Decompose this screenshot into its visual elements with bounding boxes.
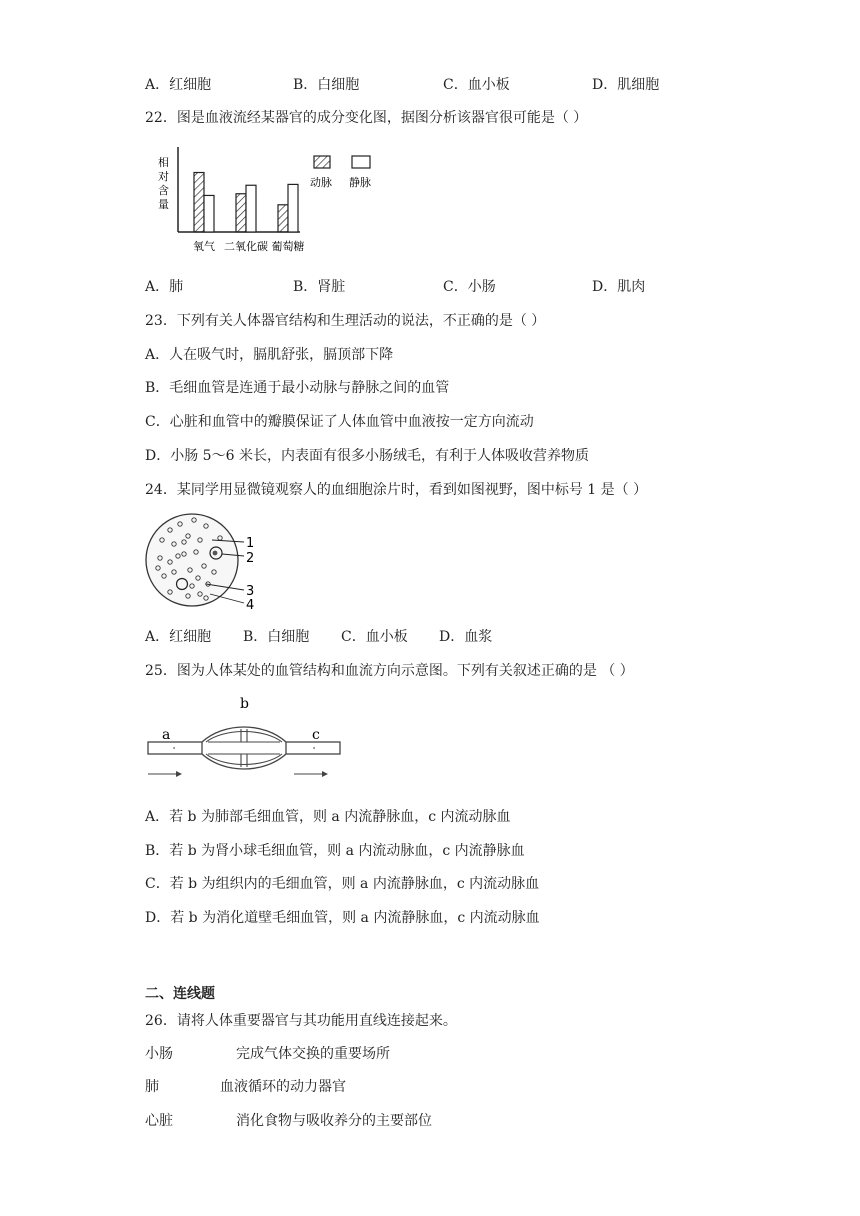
- q25-vessel-diagram: [144, 692, 344, 788]
- q21-option-a[interactable]: A．红细胞: [145, 77, 212, 93]
- q21-option-b[interactable]: B．白细胞: [293, 77, 360, 93]
- q24-option-b[interactable]: B．白细胞: [243, 629, 310, 645]
- legend-label-artery: 动脉: [310, 176, 332, 189]
- figure-label-4: 4: [246, 598, 255, 613]
- q26-function-digestion-absorption[interactable]: 消化食物与吸收养分的主要部位: [236, 1113, 432, 1129]
- bar-artery-0: [194, 173, 204, 233]
- q23-stem: 23．下列有关人体器官结构和生理活动的说法，不正确的是（ ）: [145, 313, 546, 329]
- q23-option-c[interactable]: C．心脏和血管中的瓣膜保证了人体血管中血液按一定方向流动: [145, 414, 534, 430]
- q26-organ-heart[interactable]: 心脏: [145, 1113, 173, 1129]
- q24-blood-smear-figure: [144, 510, 274, 614]
- category-label-0: 氧气: [193, 240, 215, 253]
- vessel-label-b: b: [240, 696, 249, 712]
- q22-option-c[interactable]: C．小肠: [443, 279, 496, 295]
- vessel-label-c: c: [312, 727, 320, 743]
- q22-option-a[interactable]: A．肺: [145, 279, 184, 295]
- white-blood-cell-nucleus: [213, 551, 218, 556]
- q23-option-d[interactable]: D．小肠 5～6 米长，内表面有很多小肠绒毛，有利于人体吸收营养物质: [145, 448, 589, 464]
- category-label-2: 葡萄糖: [271, 240, 305, 253]
- vessel-c: [286, 742, 340, 754]
- chart-bars: [194, 173, 298, 233]
- section-title: 二、连线题: [145, 986, 215, 1002]
- q24-option-c[interactable]: C．血小板: [341, 629, 408, 645]
- flow-arrowhead-right: [322, 771, 328, 777]
- q26-function-circulation-pump[interactable]: 血液循环的动力器官: [220, 1079, 346, 1095]
- q26-stem: 26．请将人体重要器官与其功能用直线连接起来。: [145, 1013, 457, 1029]
- bar-vein-2: [288, 184, 298, 232]
- capillary-outer-bottom: [202, 754, 286, 769]
- legend-label-vein: 静脉: [349, 176, 371, 189]
- bar-artery-2: [278, 205, 288, 232]
- category-label-1: 二氧化碳: [224, 240, 268, 253]
- q25-option-b[interactable]: B．若 b 为肾小球毛细血管，则 a 内流动脉血，c 内流静脉血: [145, 843, 525, 859]
- q21-option-c[interactable]: C．血小板: [443, 77, 510, 93]
- q23-option-b[interactable]: B．毛细血管是连通于最小动脉与静脉之间的血管: [145, 380, 450, 396]
- vessel-a: [148, 742, 202, 754]
- capillary-outer-top: [202, 727, 286, 742]
- chart-ylabel-4: 量: [158, 198, 169, 211]
- legend-swatch-vein: [352, 156, 370, 168]
- q24-option-d[interactable]: D．血浆: [439, 629, 493, 645]
- flow-arrowhead-left: [176, 771, 182, 777]
- q26-organ-small-intestine[interactable]: 小肠: [145, 1046, 173, 1062]
- bar-vein-0: [204, 195, 214, 232]
- q25-option-c[interactable]: C．若 b 为组织内的毛细血管，则 a 内流静脉血，c 内流动脉血: [145, 876, 540, 892]
- chart-ylabel-2: 对: [158, 170, 169, 183]
- figure-label-2: 2: [246, 551, 255, 566]
- bar-artery-1: [236, 194, 246, 232]
- q22-stem: 22．图是血液流经某器官的成分变化图，据图分析该器官很可能是（ ）: [145, 110, 588, 126]
- bar-vein-1: [246, 185, 256, 232]
- q25-option-d[interactable]: D．若 b 为消化道壁毛细血管，则 a 内流静脉血，c 内流动脉血: [145, 910, 540, 926]
- q22-option-b[interactable]: B．肾脏: [293, 279, 346, 295]
- q24-option-a[interactable]: A．红细胞: [145, 629, 212, 645]
- q21-option-d[interactable]: D．肌细胞: [592, 77, 660, 93]
- q26-organ-lung[interactable]: 肺: [145, 1079, 159, 1095]
- q25-stem: 25．图为人体某处的血管结构和血流方向示意图。下列有关叙述正确的是 （ ）: [145, 663, 634, 679]
- chart-category-labels: [193, 239, 305, 253]
- capillary-bottom-1: [206, 754, 282, 765]
- chart-ylabel-1: 相: [158, 156, 169, 169]
- figure-label-1: 1: [246, 536, 255, 551]
- vessel-label-a: a: [162, 727, 171, 743]
- q23-option-a[interactable]: A．人在吸气时，膈肌舒张，膈顶部下降: [145, 347, 394, 363]
- chart-ylabel-3: 含: [158, 184, 169, 197]
- q24-stem: 24．某同学用显微镜观察人的血细胞涂片时，看到如图视野，图中标号 1 是（ ）: [145, 482, 648, 498]
- q26-function-gas-exchange[interactable]: 完成气体交换的重要场所: [236, 1046, 390, 1062]
- q22-option-d[interactable]: D．肌肉: [592, 279, 646, 295]
- q25-option-a[interactable]: A．若 b 为肺部毛细血管，则 a 内流静脉血，c 内流动脉血: [145, 809, 511, 825]
- legend-swatch-artery: [314, 156, 330, 168]
- figure-label-3: 3: [246, 584, 255, 599]
- capillary-top-1: [206, 732, 282, 743]
- q22-bar-chart: [150, 142, 390, 260]
